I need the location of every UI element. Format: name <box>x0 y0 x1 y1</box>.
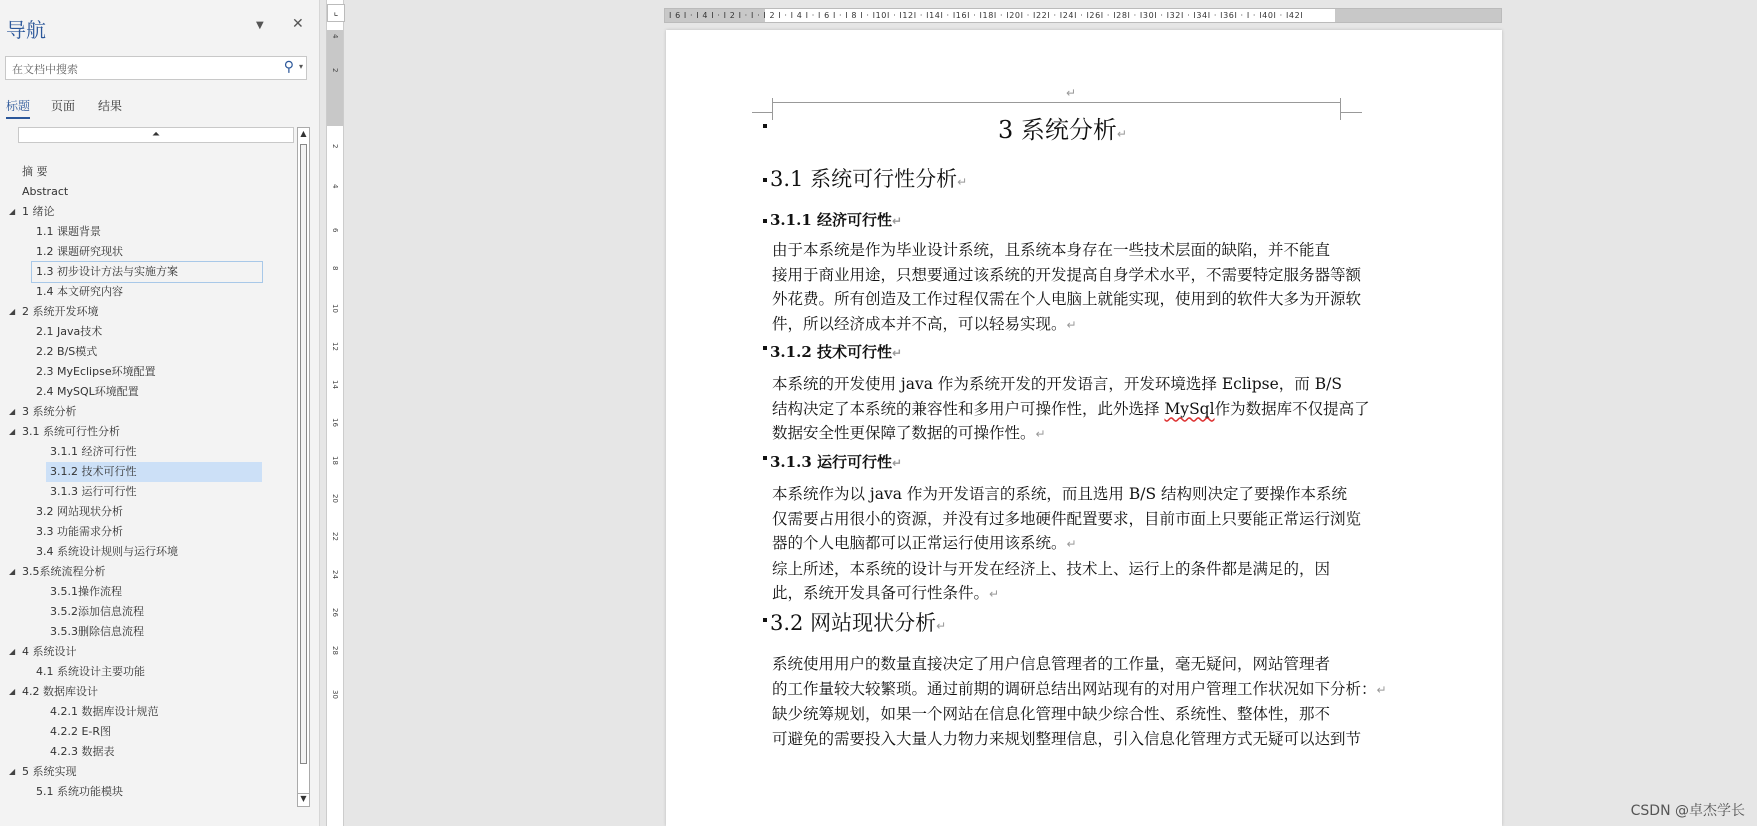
margin-corner-left <box>752 112 772 113</box>
section-3-2-heading[interactable]: 3.2 网站现状分析↵ <box>770 611 947 635</box>
nav-heading-label: 4.2.2 E-R图 <box>50 725 112 738</box>
document-area <box>346 0 1757 826</box>
nav-heading-label: 1.4 本文研究内容 <box>36 285 123 298</box>
nav-heading-label: 5.1 系统功能模块 <box>36 785 123 798</box>
nav-heading-label: 2.3 MyEclipse环境配置 <box>36 365 156 378</box>
tab-headings[interactable]: 标题 <box>6 97 30 119</box>
nav-heading-label: 1.2 课题研究现状 <box>36 245 123 258</box>
nav-heading-label: 2.1 Java技术 <box>36 325 103 338</box>
search-placeholder: 在文档中搜索 <box>12 63 78 76</box>
margin-corner-right <box>1340 112 1362 113</box>
section-3-1-2-heading[interactable]: 3.1.2 技术可行性↵ <box>770 343 903 361</box>
scroll-up-icon[interactable]: ▲ <box>300 129 307 138</box>
nav-heading-item[interactable] <box>0 242 296 262</box>
nav-heading-item[interactable] <box>0 682 296 702</box>
paragraph-technical[interactable]: 本系统的开发使用 java 作为系统开发的开发语言，开发环境选择 Eclipse，而 B/S 结构决定了本系统的兼容性和多用户可操作性，此外选择 MySql作为数据库不仅提高了 数据安全性更保障了数据的可操作性。↵ <box>772 375 1370 442</box>
heading-bullet <box>763 178 767 182</box>
tab-pages[interactable]: 页面 <box>51 99 76 113</box>
nav-heading-item[interactable] <box>0 222 296 242</box>
nav-heading-label: 2 系统开发环境 <box>22 305 99 318</box>
nav-heading-item[interactable] <box>0 562 296 582</box>
nav-heading-label: 2.4 MySQL环境配置 <box>36 385 139 398</box>
nav-heading-item[interactable] <box>0 502 296 522</box>
document-page[interactable] <box>666 30 1502 826</box>
nav-heading-label: 3.5.1操作流程 <box>50 585 122 598</box>
scroll-down-icon[interactable]: ▼ <box>298 793 309 805</box>
tab-selector-button[interactable]: ⌞ <box>327 4 345 22</box>
nav-heading-item[interactable] <box>0 182 296 202</box>
ruler-label: 4 <box>331 34 339 39</box>
heading-bullet <box>763 346 767 350</box>
nav-heading-item[interactable] <box>0 662 296 682</box>
nav-heading-label: 3.5系统流程分析 <box>22 565 106 578</box>
nav-heading-item[interactable] <box>0 722 296 742</box>
nav-close-icon[interactable]: ✕ <box>292 16 304 32</box>
nav-heading-item[interactable] <box>0 382 296 402</box>
nav-heading-item[interactable] <box>0 642 296 662</box>
horizontal-ruler[interactable] <box>664 8 1502 23</box>
ruler-ticks: I 6 I · I 4 I · I 2 I · I · I 2 I · I 4 I · I 6 I · I 8 I · I10I · I12I · I14I · I16I · I18I · I20I · I22I · I24I · I26I · I28I · I30I · I32I · I34I · I36I · I · I40I · I42I <box>669 11 1304 20</box>
ruler-label: 28 <box>331 646 339 655</box>
nav-heading-item[interactable] <box>0 302 296 322</box>
ruler-label: 2 <box>331 68 339 73</box>
nav-heading-item[interactable] <box>0 702 296 722</box>
nav-options-dropdown-icon[interactable]: ▼ <box>256 20 264 31</box>
tab-results[interactable]: 结果 <box>98 99 123 113</box>
nav-heading-item[interactable] <box>0 542 296 562</box>
expand-triangle-icon[interactable]: ◢ <box>9 207 16 216</box>
nav-heading-item[interactable] <box>0 442 296 462</box>
header-return-mark: ↵ <box>1066 86 1077 100</box>
nav-heading-label: 3.3 功能需求分析 <box>36 525 123 538</box>
nav-heading-label: 4.2.3 数据表 <box>50 745 115 758</box>
paragraph-site-status[interactable]: 系统使用用户的数量直接决定了用户信息管理者的工作量，毫无疑问，网站管理者 的工作量较大较繁琐。通过前期的调研总结出网站现有的对用户管理工作状况如下分析：↵ 缺少统筹规划，如果一个网站在信息化管理中缺少综合性、系统性、整体性，那不 可避免的需要投入大量人力物力来规划整理信息，引入信息化管理方式无疑可以达到节 <box>772 655 1387 748</box>
section-3-1-heading[interactable]: 3.1 系统可行性分析↵ <box>770 167 968 191</box>
search-options-chevron-icon[interactable]: ▾ <box>298 62 303 71</box>
nav-heading-label: 3 系统分析 <box>22 405 77 418</box>
expand-triangle-icon[interactable]: ◢ <box>9 687 16 696</box>
nav-heading-item[interactable] <box>0 202 296 222</box>
ruler-label: 12 <box>331 342 339 351</box>
heading-bullet <box>763 618 767 622</box>
nav-heading-item[interactable] <box>0 422 296 442</box>
chapter-heading[interactable]: 3 系统分析↵ <box>998 116 1127 144</box>
expand-triangle-icon[interactable]: ◢ <box>9 407 16 416</box>
ruler-label: 14 <box>331 380 339 389</box>
nav-heading-label: 2.2 B/S模式 <box>36 345 98 358</box>
search-icon[interactable]: ⚲ <box>283 59 294 75</box>
nav-heading-label: 3.4 系统设计规则与运行环境 <box>36 545 178 558</box>
nav-heading-label: 3.1.1 经济可行性 <box>50 445 137 458</box>
header-guide-right <box>1340 98 1341 120</box>
nav-heading-label: 3.2 网站现状分析 <box>36 505 123 518</box>
nav-heading-item[interactable] <box>0 322 296 342</box>
ruler-label: 20 <box>331 494 339 503</box>
ruler-label: 22 <box>331 532 339 541</box>
vertical-ruler-margin <box>327 30 343 126</box>
paragraph-economic[interactable]: 由于本系统是作为毕业设计系统，且系统本身存在一些技术层面的缺陷，并不能直 接用于商业用途，只想要通过该系统的开发提高自身学术水平，不需要特定服务器等额 外花费。所有创造及工作过程仅需在个人电脑上就能实现，使用到的软件大多为开源软 件，所以经济成本并不高，可以轻易实现。↵ <box>772 241 1362 333</box>
navigation-pane <box>0 0 320 826</box>
nav-heading-label: 5 系统实现 <box>22 765 77 778</box>
nav-heading-item[interactable] <box>0 482 296 502</box>
collapse-icon: ⏶ <box>152 129 160 140</box>
ruler-right-margin <box>1335 9 1501 22</box>
nav-heading-item[interactable] <box>0 582 296 602</box>
expand-triangle-icon[interactable]: ◢ <box>9 307 16 316</box>
ruler-label: 30 <box>331 690 339 699</box>
nav-heading-label: 4 系统设计 <box>22 645 77 658</box>
nav-heading-label: 4.1 系统设计主要功能 <box>36 665 145 678</box>
ruler-label: 16 <box>331 418 339 427</box>
nav-heading-label: Abstract <box>22 185 69 198</box>
nav-heading-item[interactable] <box>0 742 296 762</box>
nav-heading-item[interactable] <box>0 622 296 642</box>
header-rule <box>772 102 1340 103</box>
ruler-label: 2 <box>331 144 339 149</box>
nav-heading-item[interactable] <box>0 402 296 422</box>
expand-triangle-icon[interactable]: ◢ <box>9 647 16 656</box>
nav-heading-item[interactable] <box>0 762 296 782</box>
section-3-1-1-heading[interactable]: 3.1.1 经济可行性↵ <box>770 211 903 229</box>
ruler-label: 4 <box>331 184 339 189</box>
collapse-all-button[interactable] <box>18 127 294 143</box>
nav-heading-label: 3.1.2 技术可行性 <box>50 465 137 478</box>
nav-heading-item[interactable] <box>0 522 296 542</box>
ruler-label: 8 <box>331 266 339 271</box>
nav-heading-item[interactable] <box>0 282 296 302</box>
nav-search-input[interactable] <box>5 56 307 80</box>
heading-bullet <box>763 219 767 223</box>
heading-bullet <box>763 124 767 128</box>
nav-heading-item[interactable] <box>46 462 262 482</box>
nav-heading-label: 3.5.2添加信息流程 <box>50 605 144 618</box>
nav-heading-label: 1.3 初步设计方法与实施方案 <box>36 265 178 278</box>
scroll-thumb[interactable] <box>300 144 307 764</box>
nav-heading-item[interactable] <box>0 782 296 802</box>
ruler-label: 26 <box>331 608 339 617</box>
nav-scrollbar[interactable] <box>297 127 310 807</box>
nav-heading-label: 4.2 数据库设计 <box>22 685 98 698</box>
vertical-ruler <box>326 0 344 826</box>
nav-heading-label: 4.2.1 数据库设计规范 <box>50 705 159 718</box>
heading-bullet <box>763 456 767 460</box>
nav-title: 导航 <box>6 18 46 42</box>
nav-heading-item[interactable] <box>0 602 296 622</box>
nav-heading-label: 3.1.3 运行可行性 <box>50 485 137 498</box>
nav-heading-label: 1.1 课题背景 <box>36 225 101 238</box>
nav-heading-item[interactable] <box>0 342 296 362</box>
nav-heading-label: 1 绪论 <box>22 205 55 218</box>
expand-triangle-icon[interactable]: ◢ <box>9 567 16 576</box>
section-3-1-3-heading[interactable]: 3.1.3 运行可行性↵ <box>770 453 903 471</box>
ruler-label: 24 <box>331 570 339 579</box>
expand-triangle-icon[interactable]: ◢ <box>9 427 16 436</box>
paragraph-operational[interactable]: 本系统作为以 java 作为开发语言的系统，而且选用 B/S 结构则决定了要操作本系统 仅需要占用很小的资源，并没有过多地硬件配置要求，目前市面上只要能正常运行浏览 器的个人电脑都可以正常运行使用该系统。↵ 综上所述，本系统的设计与开发在经济上、技术上、运行上的条件都是满足的，因 此，系统开发具备可行性条件。↵ <box>772 485 1362 602</box>
nav-heading-item[interactable] <box>0 162 296 182</box>
ruler-label: 18 <box>331 456 339 465</box>
ruler-label: 10 <box>331 304 339 313</box>
nav-heading-label: 摘 要 <box>22 165 48 178</box>
ruler-label: 6 <box>331 228 339 233</box>
expand-triangle-icon[interactable]: ◢ <box>9 767 16 776</box>
nav-heading-item[interactable] <box>0 362 296 382</box>
csdn-watermark: CSDN @卓杰学长 <box>1630 803 1745 819</box>
nav-heading-label: 3.5.3删除信息流程 <box>50 625 144 638</box>
nav-heading-label: 3.1 系统可行性分析 <box>22 425 120 438</box>
nav-heading-item[interactable] <box>32 262 262 282</box>
spellcheck-word: MySql <box>1164 399 1215 418</box>
heading-tree <box>0 162 296 802</box>
